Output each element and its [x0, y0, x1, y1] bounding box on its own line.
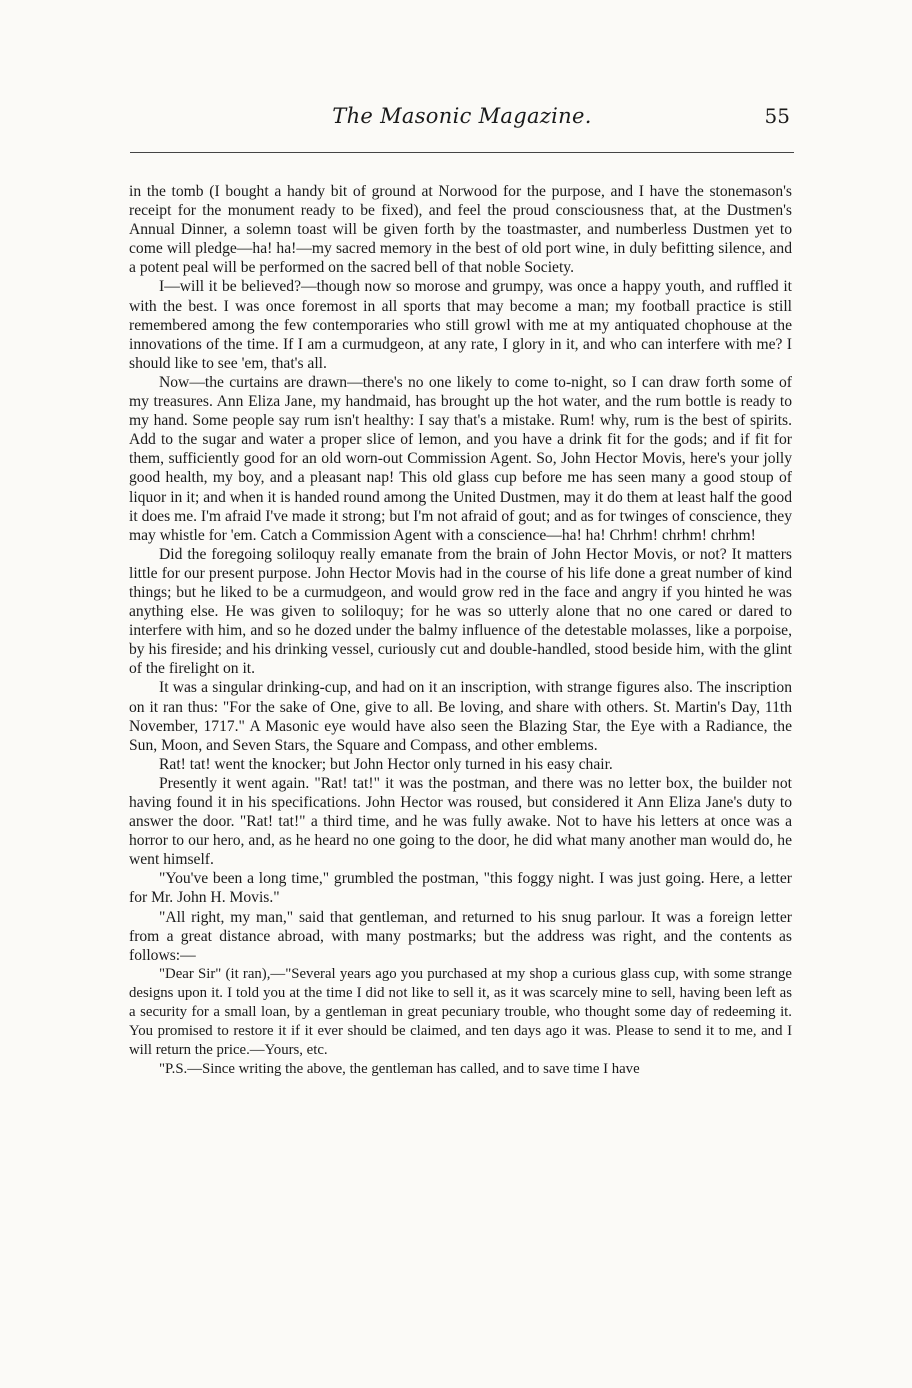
running-title: The Masonic Magazine.: [332, 104, 592, 128]
letter-postscript: "P.S.—Since writing the above, the gentleman has called, and to save time I have: [159, 1061, 640, 1078]
paragraph: Did the foregoing soliloquy really emanate from the brain of John Hector Movis, or not? It matters little for our present purpose. John Hector Movis had in the course of his life done a great number of kind things; but he liked to be a curmudgeon, and would grow red in the face and angry if you hinted he was anything else. He was given to soliloquy; for he was so utterly alone that no one cared or dared to interfere with him, and so he dozed under the balmy influence of the detestable molasses, like a porpoise, by his fireside; and his drinking vessel, curiously cut and double-handled, stood beside him, with the glint of the firelight on it.: [129, 545, 792, 678]
paragraph: Now—the curtains are drawn—there's no one likely to come to-night, so I can draw forth some of my treasures. Ann Eliza Jane, my handmaid, has brought up the hot water, and the rum bottle is ready to my hand. Some people say rum isn't healthy: I say that's a mistake. Rum! why, rum is the best of spirits. Add to the sugar and water a proper slice of lemon, and you have a drink fit for the gods; and if fit for them, sufficiently good for an old worn-out Commission Agent. So, John Hector Movis, here's your jolly good health, my boy, and a pleasant nap! This old glass cup before me has seen many a good stoup of liquor in it; and when it is handed round among the United Dustmen, may it do them at least half the good it does me. I'm afraid I've made it strong; but I'm not afraid of gout; and as for twinges of conscience, they may whistle for 'em. Catch a Commission Agent with a conscience—ha! ha! Chrhm! chrhm! chrhm!: [129, 373, 792, 544]
page-header: [130, 98, 794, 138]
article-body: [129, 182, 792, 1079]
paragraph: "You've been a long time," grumbled the postman, "this foggy night. I was just going. Here, a letter for Mr. John H. Movis.": [129, 870, 792, 907]
header-rule: [130, 152, 794, 153]
paragraph: Rat! tat! went the knocker; but John Hector only turned in his easy chair.: [159, 755, 613, 773]
paragraph-inscription: It was a singular drinking-cup, and had on it an inscription, with strange figures also. The inscription on it ran thus: "For the sake of One, give to all. Be loving, and share with others. St. Martin's Day, 11th November, 1717." A Masonic eye would have also seen the Blazing Star, the Eye with a Radiance, the Sun, Moon, and Seven Stars, the Square and Compass, and other emblems.: [129, 679, 792, 754]
letter-paragraph: "Dear Sir" (it ran),—"Several years ago you purchased at my shop a curious glass cup, with some strange designs upon it. I told you at the time I did not like to sell it, as it was scarcely mine to sell, having been left as a security for a small loan, by a gentleman in great pecuniary trouble, who thought some day of redeeming it. You promised to restore it if it ever should be claimed, and ten days ago it was. Please to send it to me, and I will return the price.—Yours, etc.: [129, 965, 792, 1059]
page-number: 55: [764, 104, 790, 128]
paragraph: I—will it be believed?—though now so morose and grumpy, was once a happy youth, and ruffled it with the best. I was once foremost in all sports that may become a man; my football practice is still remembered among the few contemporaries who still growl with me at my antiquated chophouse at the innovations of the time. If I am a curmudgeon, at any rate, I glory in it, and who can interfere with me? I should like to see 'em, that's all.: [129, 278, 792, 372]
paragraph-continued: in the tomb (I bought a handy bit of ground at Norwood for the purpose, and I have the stonemason's receipt for the monument ready to be fixed), and feel the proud consciousness that, at the Dustmen's Annual Dinner, a solemn toast will be given forth by the toastmaster, and numberless Dustmen yet to come will pledge—ha! ha!—my sacred memory in the best of old port wine, in duly befitting silence, and a potent peal will be performed on the sacred bell of that noble Society.: [129, 183, 792, 277]
paragraph: "All right, my man," said that gentleman, and returned to his snug parlour. It was a foreign letter from a great distance abroad, with many postmarks; but the address was right, and the contents as follows:—: [129, 908, 792, 964]
paragraph: Presently it went again. "Rat! tat!" it was the postman, and there was no letter box, the builder not having found it in his specifications. John Hector was roused, but considered it Ann Eliza Jane's duty to answer the door. "Rat! tat!" a third time, and he was fully awake. Not to have his letters at once was a horror to our hero, and, as he heard no one going to the door, he did what many another man would do, he went himself.: [129, 774, 792, 869]
